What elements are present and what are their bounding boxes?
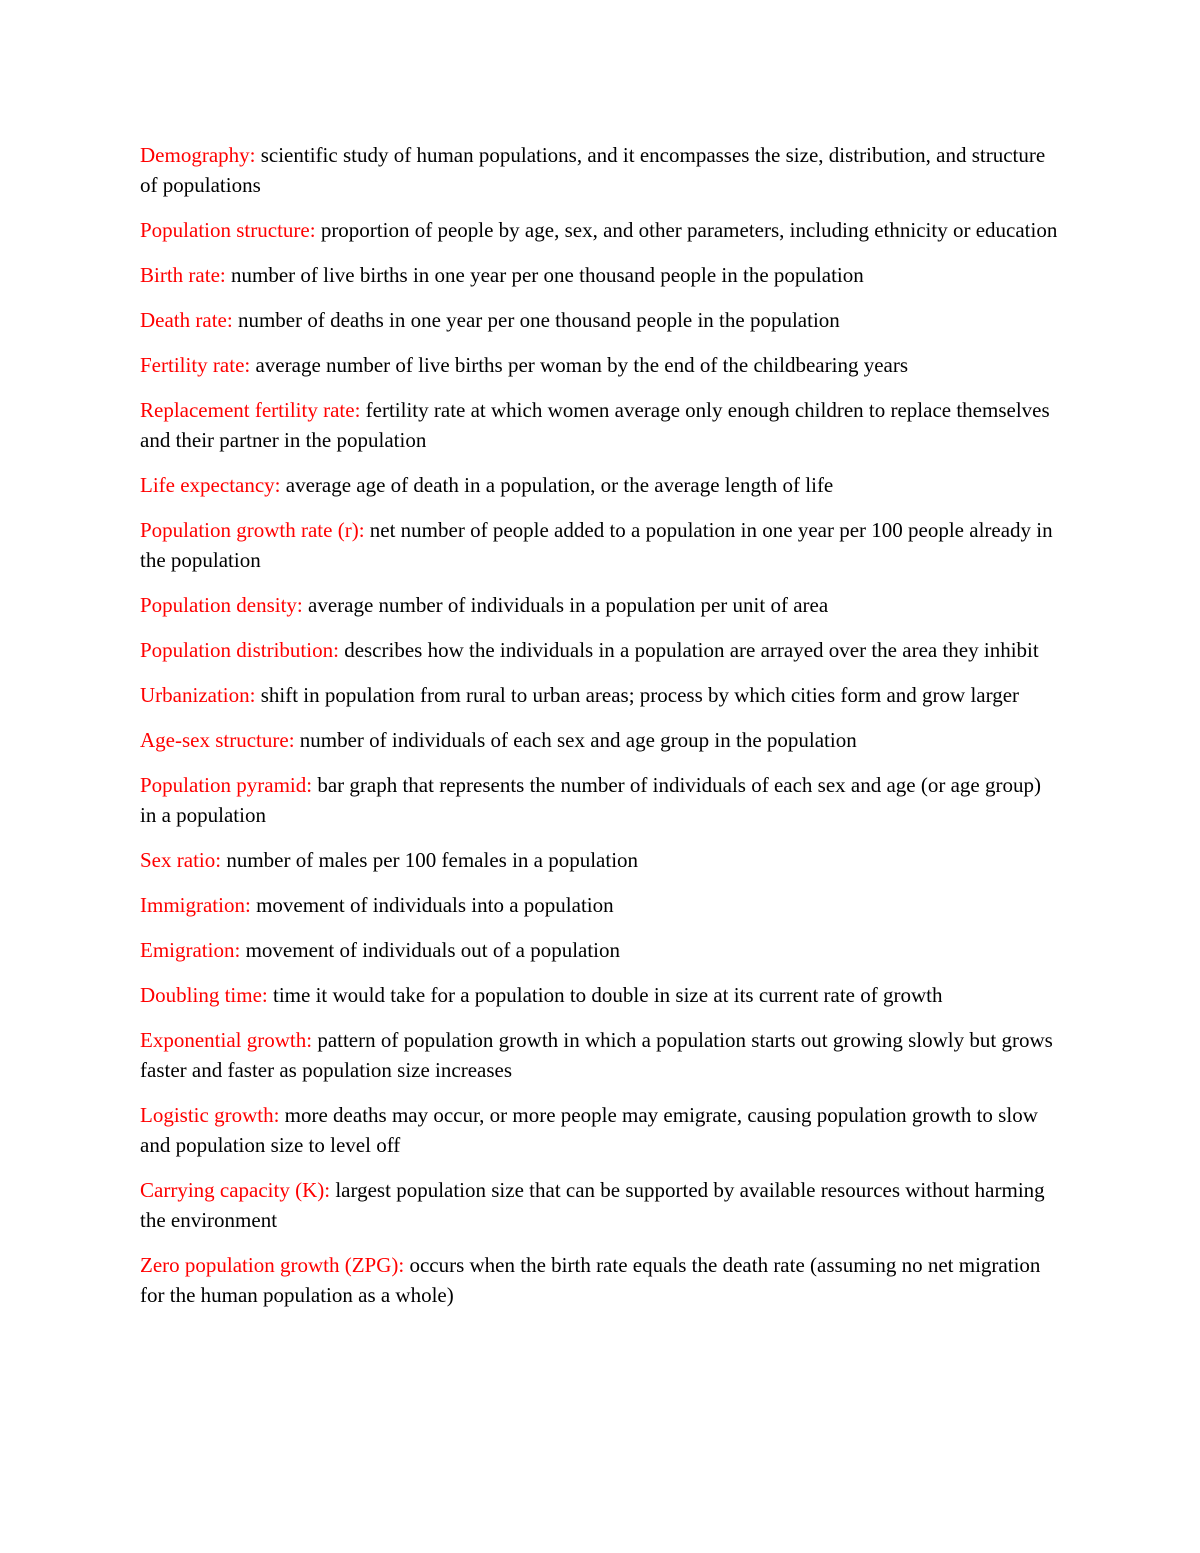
term-definition: shift in population from rural to urban areas; process by which cities form and grow larger (260, 683, 1020, 707)
term-label: Age-sex structure: (140, 728, 295, 752)
term-label: Emigration: (140, 938, 241, 962)
glossary-entry (140, 680, 1060, 710)
term-label: Population pyramid: (140, 773, 313, 797)
term-definition: proportion of people by age, sex, and other parameters, including ethnicity or education (320, 218, 1058, 242)
term-definition: scientific study of human populations, and it encompasses the size, distribution, and structure of populations (140, 143, 1046, 197)
term-label: Urbanization: (140, 683, 256, 707)
term-label: Replacement fertility rate: (140, 398, 361, 422)
term-label: Death rate: (140, 308, 233, 332)
term-definition: number of deaths in one year per one thousand people in the population (237, 308, 840, 332)
term-definition: number of live births in one year per one thousand people in the population (230, 263, 864, 287)
term-definition: average number of individuals in a population per unit of area (308, 593, 829, 617)
term-definition: number of males per 100 females in a population (226, 848, 639, 872)
glossary-entry (140, 890, 1060, 920)
term-label: Population growth rate (r): (140, 518, 365, 542)
term-label: Immigration: (140, 893, 251, 917)
glossary-entry (140, 845, 1060, 875)
term-label: Sex ratio: (140, 848, 222, 872)
term-definition: number of individuals of each sex and age group in the population (299, 728, 857, 752)
glossary-entry (140, 515, 1060, 575)
term-label: Exponential growth: (140, 1028, 313, 1052)
term-label: Life expectancy: (140, 473, 281, 497)
term-label: Logistic growth: (140, 1103, 280, 1127)
term-definition: fertility rate at which women average only enough children to replace themselves and their partner in the population (140, 398, 1050, 452)
term-definition: movement of individuals out of a population (245, 938, 621, 962)
glossary-entry (140, 215, 1060, 245)
glossary-entry (140, 395, 1060, 455)
glossary-entry (140, 140, 1060, 200)
term-label: Population distribution: (140, 638, 339, 662)
glossary-entry (140, 305, 1060, 335)
term-definition: average number of live births per woman by the end of the childbearing years (255, 353, 909, 377)
term-definition: describes how the individuals in a population are arrayed over the area they inhibit (344, 638, 1039, 662)
glossary-entry (140, 770, 1060, 830)
term-label: Fertility rate: (140, 353, 251, 377)
term-label: Birth rate: (140, 263, 226, 287)
term-definition: occurs when the birth rate equals the death rate (assuming no net migration for the human population as a whole) (140, 1253, 1041, 1307)
glossary-entry (140, 1025, 1060, 1085)
term-definition: net number of people added to a population in one year per 100 people already in the population (140, 518, 1053, 572)
glossary-entry (140, 350, 1060, 380)
glossary-entry (140, 1175, 1060, 1235)
term-label: Demography: (140, 143, 256, 167)
glossary-entry (140, 260, 1060, 290)
term-definition: more deaths may occur, or more people may emigrate, causing population growth to slow and population size to level off (140, 1103, 1038, 1157)
glossary-entry (140, 1100, 1060, 1160)
glossary-entry (140, 725, 1060, 755)
glossary-entry (140, 470, 1060, 500)
term-definition: average age of death in a population, or the average length of life (285, 473, 834, 497)
term-label: Carrying capacity (K): (140, 1178, 331, 1202)
term-definition: largest population size that can be supported by available resources without harming the environment (140, 1178, 1045, 1232)
term-definition: movement of individuals into a population (256, 893, 614, 917)
term-definition: time it would take for a population to double in size at its current rate of growth (273, 983, 943, 1007)
term-label: Doubling time: (140, 983, 268, 1007)
term-definition: bar graph that represents the number of individuals of each sex and age (or age group) in a population (140, 773, 1041, 827)
glossary-entry (140, 980, 1060, 1010)
glossary-entry (140, 590, 1060, 620)
glossary-entry (140, 1250, 1060, 1310)
glossary-entry (140, 935, 1060, 965)
glossary-entry (140, 635, 1060, 665)
term-definition: pattern of population growth in which a population starts out growing slowly but grows faster and faster as population size increases (140, 1028, 1053, 1082)
term-label: Population density: (140, 593, 303, 617)
term-label: Population structure: (140, 218, 316, 242)
term-label: Zero population growth (ZPG): (140, 1253, 405, 1277)
glossary-list (140, 140, 1060, 1325)
